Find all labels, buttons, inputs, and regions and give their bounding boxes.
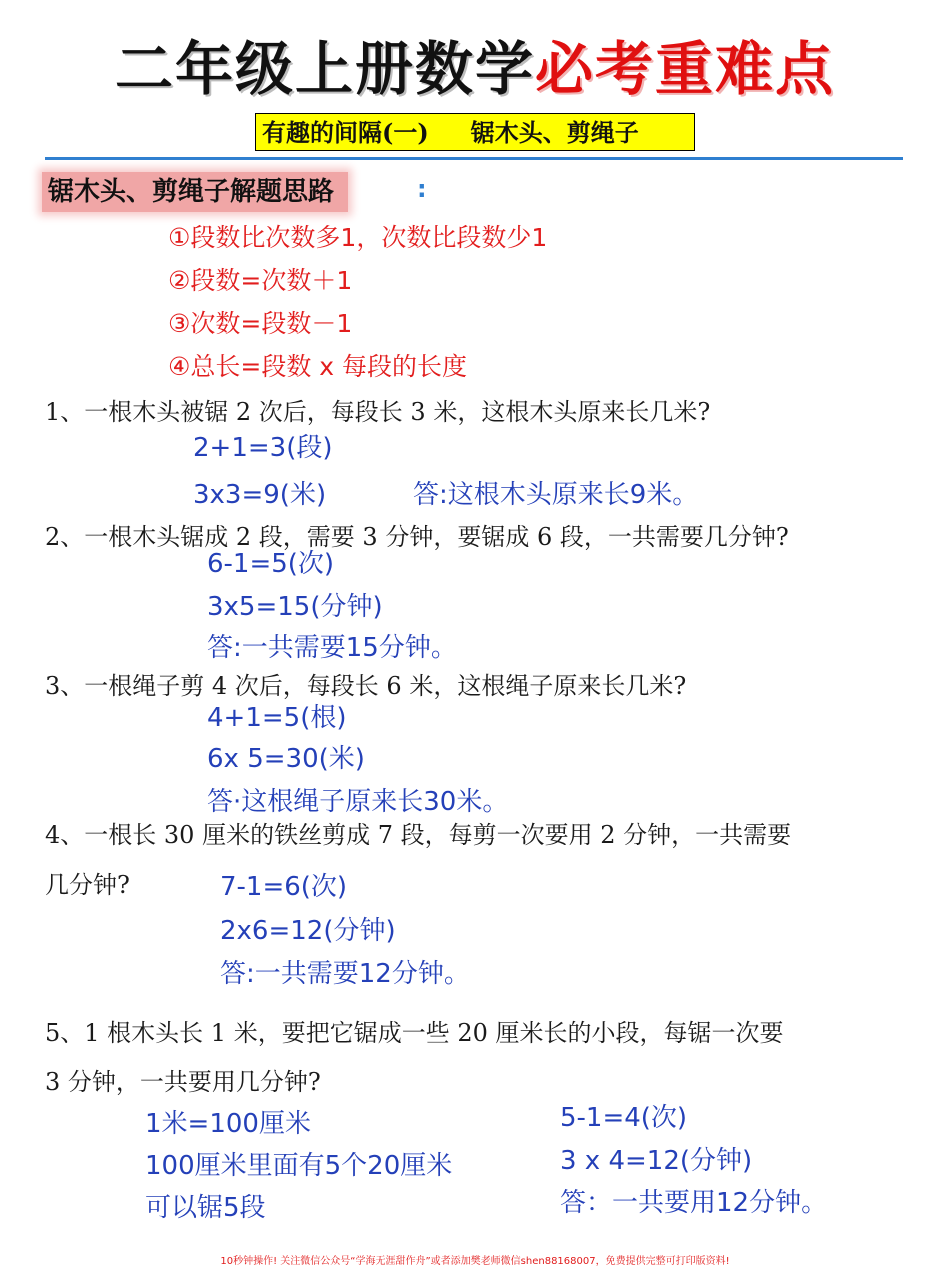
divider bbox=[45, 157, 903, 160]
tip-3: ③次数=段数－1 bbox=[168, 309, 353, 338]
question-4-line-1: 4、一根长 30 厘米的铁丝剪成 7 段，每剪一次要用 2 分钟，一共需要 bbox=[45, 821, 792, 849]
question-3: 3、一根绳子剪 4 次后，每段长 6 米，这根绳子原来长几米? bbox=[45, 672, 687, 700]
section-heading: 锯木头、剪绳子解题思路 bbox=[42, 172, 348, 212]
question-5-left-step-2: 100厘米里面有5个20厘米 bbox=[145, 1151, 453, 1181]
topic-banner bbox=[255, 113, 695, 151]
question-3-step-2: 6x 5=30(米) bbox=[207, 744, 365, 774]
topic-banner-part-a: 有趣的间隔(一) bbox=[262, 118, 429, 147]
question-4-step-2: 2x6=12(分钟) bbox=[220, 916, 396, 946]
question-1-step-1: 2+1=3(段) bbox=[193, 433, 333, 463]
tip-4: ④总长=段数 x 每段的长度 bbox=[168, 352, 468, 381]
question-3-step-1: 4+1=5(根) bbox=[207, 703, 347, 733]
question-3-answer: 答·这根绳子原来长30米。 bbox=[207, 787, 509, 817]
question-1-answer: 答:这根木头原来长9米。 bbox=[413, 480, 699, 510]
topic-banner-part-b: 锯木头、剪绳子 bbox=[470, 118, 639, 147]
question-4-step-1: 7-1=6(次) bbox=[220, 872, 348, 902]
question-2-answer: 答:一共需要15分钟。 bbox=[207, 633, 457, 663]
question-5-line-2: 3 分钟，一共要用几分钟? bbox=[45, 1068, 321, 1096]
question-2-step-1: 6-1=5(次) bbox=[207, 549, 335, 579]
question-4-line-2: 几分钟? bbox=[45, 871, 130, 899]
tip-1: ①段数比次数多1，次数比段数少1 bbox=[168, 223, 548, 252]
question-5-left-step-3: 可以锯5段 bbox=[145, 1193, 266, 1223]
question-5-right-step-1: 5-1=4(次) bbox=[560, 1103, 688, 1133]
question-5-line-1: 5、1 根木头长 1 米，要把它锯成一些 20 厘米长的小段，每锯一次要 bbox=[45, 1019, 784, 1047]
page-title-red: 必考重难点 bbox=[535, 35, 836, 103]
question-4-answer: 答:一共需要12分钟。 bbox=[220, 959, 470, 989]
section-colon: : bbox=[417, 175, 427, 203]
question-5-right-step-2: 3 x 4=12(分钟) bbox=[560, 1146, 753, 1176]
question-5-left-step-1: 1米=100厘米 bbox=[145, 1109, 311, 1139]
footer-notice: 10秒钟操作! 关注微信公众号“学海无涯甜作舟”或者添加樊老师微信shen88168007，免费提供完整可打印版资料! bbox=[220, 1256, 730, 1267]
question-2-step-2: 3x5=15(分钟) bbox=[207, 592, 383, 622]
question-5-answer: 答：一共要用12分钟。 bbox=[560, 1188, 828, 1218]
tip-2: ②段数=次数＋1 bbox=[168, 266, 353, 295]
page-title-black: 二年级上册数学 bbox=[114, 35, 535, 103]
page-title bbox=[0, 22, 950, 106]
question-2: 2、一根木头锯成 2 段，需要 3 分钟，要锯成 6 段，一共需要几分钟? bbox=[45, 523, 789, 551]
question-1-step-2: 3x3=9(米) bbox=[193, 480, 327, 510]
question-1: 1、一根木头被锯 2 次后，每段长 3 米，这根木头原来长几米? bbox=[45, 398, 711, 426]
